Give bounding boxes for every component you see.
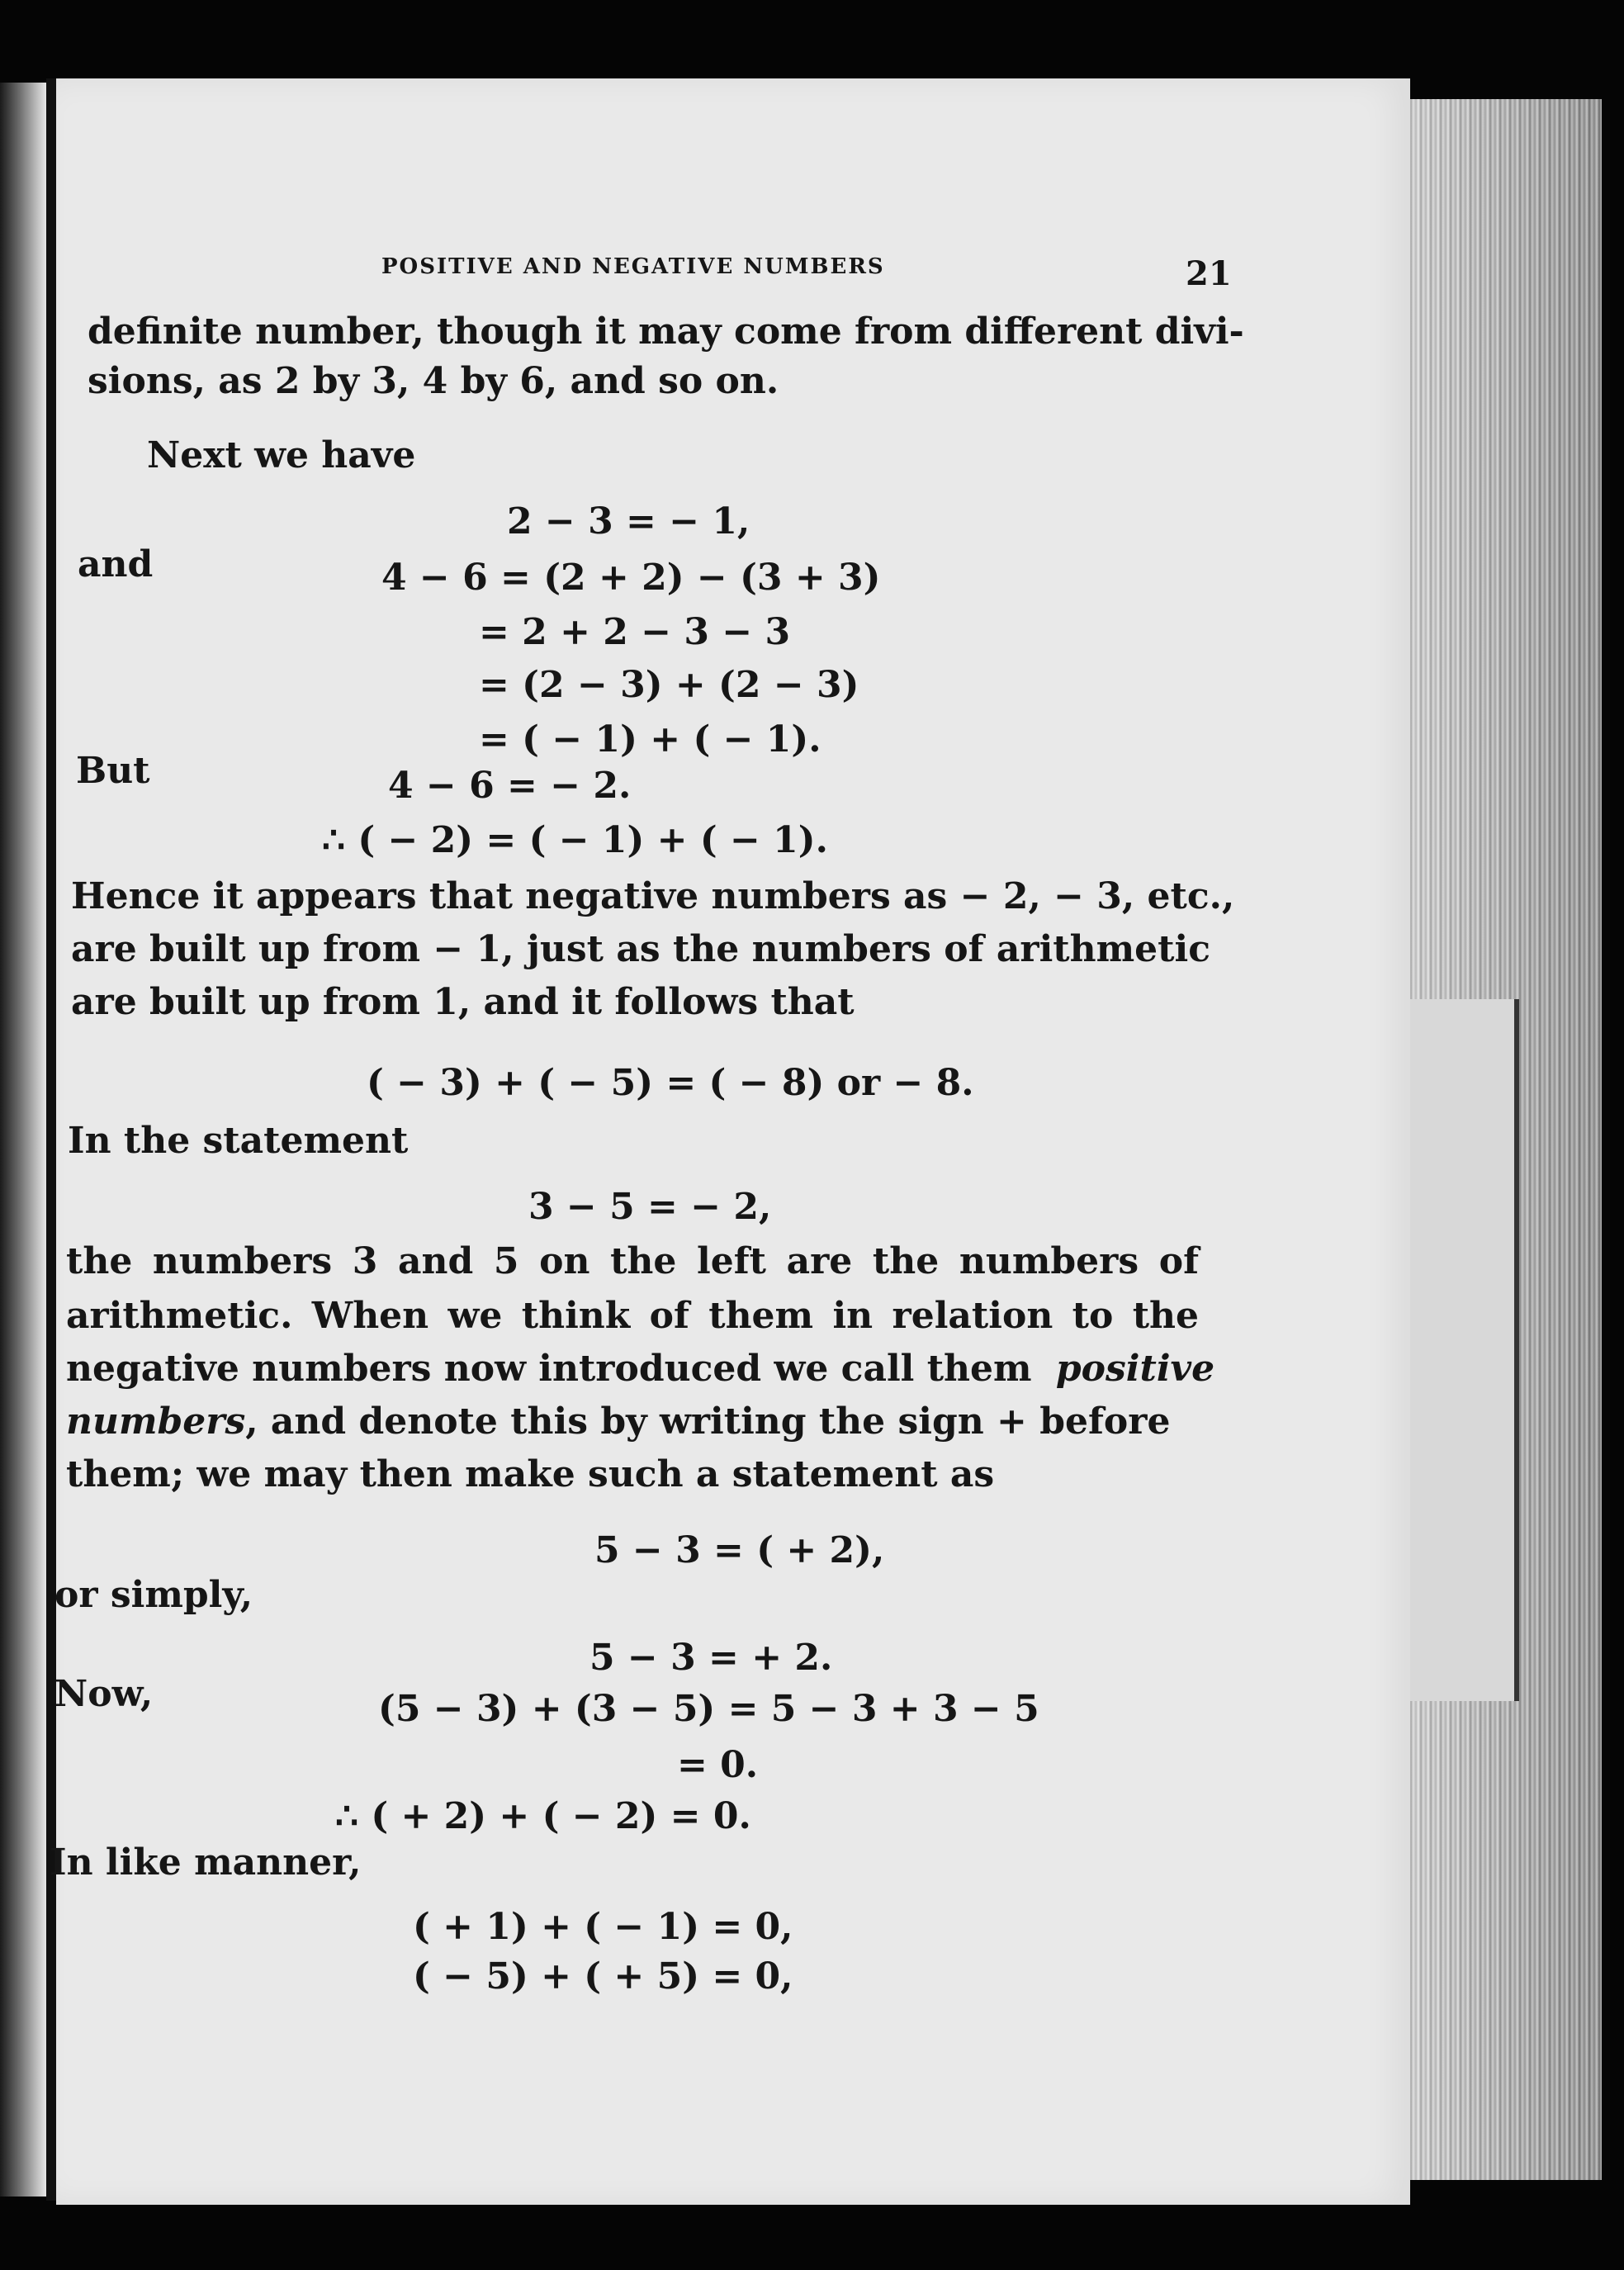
paragraph-hence-2 [71,928,1210,970]
text-in-the-statement: In the statement [68,1120,409,1162]
equation: 5 − 3 = ( + 2), [594,1529,885,1571]
text-line [66,1348,1215,1390]
paragraph-numbers-3-and-5 [66,1240,1199,1282]
equation: 5 − 3 = + 2. [589,1637,833,1679]
equation: (5 − 3) + (3 − 5) = 5 − 3 + 3 − 5 [378,1688,1039,1730]
italic-term: numbers [66,1400,246,1443]
equation: 4 − 6 = (2 + 2) − (3 + 3) [381,557,881,599]
equation: ( − 3) + ( − 5) = ( − 8) or − 8. [367,1062,974,1104]
text-next-we-have: Next we have [147,434,416,476]
label-and: and [78,543,154,585]
text-line: them; we may then make such a statement as [66,1453,995,1495]
text-line: arithmetic. When we think of them in relation to the [66,1295,1199,1337]
equation: ∴ ( − 2) = ( − 1) + ( − 1). [322,819,828,861]
label-now: Now, [54,1673,154,1715]
text-line: sions, as 2 by 3, 4 by 6, and so on. [88,360,779,402]
text-in-like-manner: In like manner, [50,1841,362,1884]
left-page-edge [0,83,48,2197]
text-segment: , and denote this by writing the sign + before [245,1400,1171,1443]
running-title: POSITIVE AND NEGATIVE NUMBERS [381,254,885,279]
equation: 3 − 5 = − 2, [528,1186,772,1228]
equation: = 0. [677,1744,759,1786]
italic-term: positive [1055,1348,1215,1390]
page-number: 21 [1186,254,1232,293]
text-line: Hence it appears that negative numbers as − 2, − 3, etc., [71,875,1235,917]
text-line: the numbers 3 and 5 on the left are the numbers of [66,1240,1199,1282]
equation: ∴ ( + 2) + ( − 2) = 0. [335,1795,751,1837]
equation: 2 − 3 = − 1, [507,500,750,543]
paragraph-numbers-line2 [66,1295,1199,1337]
equation: = ( − 1) + ( − 1). [479,718,821,761]
text-line [66,1400,1171,1443]
equation: 4 − 6 = − 2. [388,765,632,807]
paragraph-definite-number [88,310,1244,353]
text-line: definite number, though it may come from different divi- [88,310,1244,353]
equation: ( + 1) + ( − 1) = 0, [413,1906,793,1948]
text-or-simply: or simply, [54,1574,253,1616]
text-line: are built up from − 1, just as the numbers of arithmetic [71,928,1210,970]
text-segment: negative numbers now introduced we call them [66,1348,1032,1390]
label-but: But [76,750,150,792]
text-line: are built up from 1, and it follows that [71,981,855,1023]
paragraph-hence [71,875,1235,917]
equation: = (2 − 3) + (2 − 3) [479,664,859,706]
equation: ( − 5) + ( + 5) = 0, [413,1955,793,1998]
equation: = 2 + 2 − 3 − 3 [479,611,791,653]
